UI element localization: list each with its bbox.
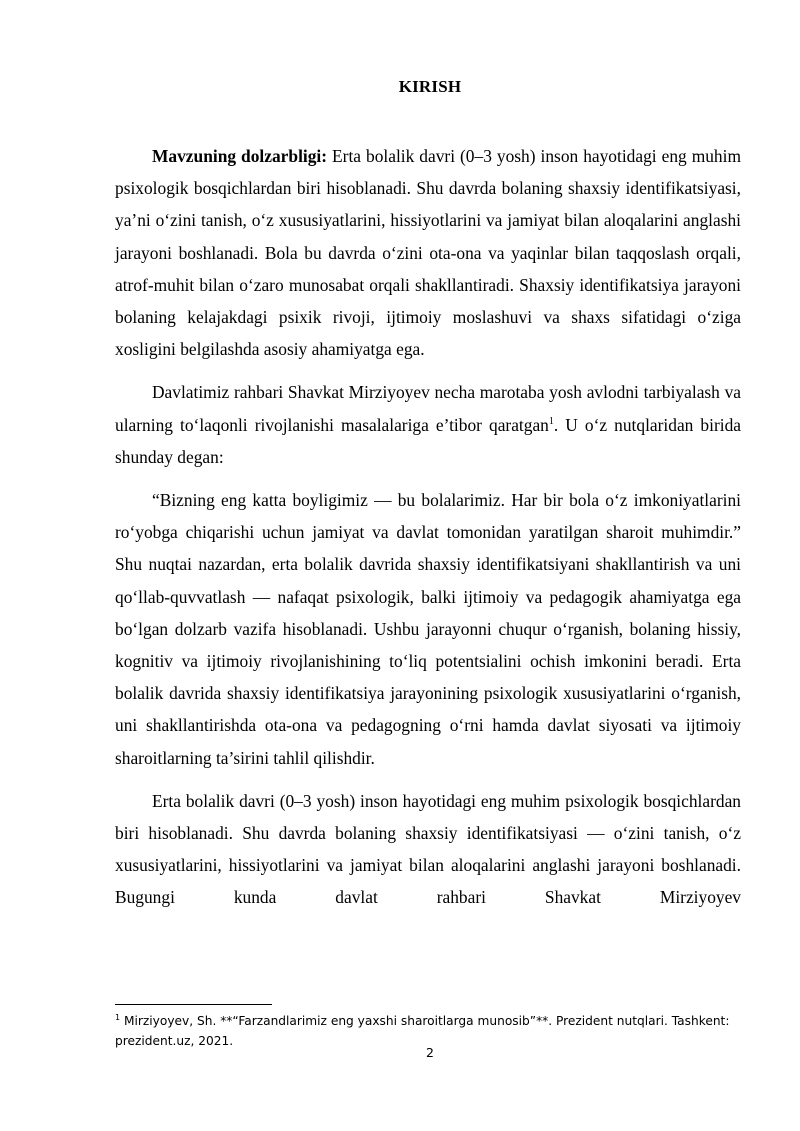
footnote-text: Mirziyoyev, Sh. **“Farzandlarimiz eng yaxshi sharoitlarga munosib”**. Prezident nutqlari. Tashkent: prezident.uz, 2021. bbox=[115, 1014, 730, 1048]
footnote-reference[interactable]: 1 bbox=[548, 415, 554, 427]
paragraph-quote bbox=[115, 484, 741, 774]
paragraph-text: “Bizning eng katta boyligimiz — bu bolalarimiz. Har bir bola o‘z imkoniyatlarini ro‘yobga chiqarishi uchun jamiyat va davlat tomonidan yaratilgan sharoit muhimdir.” Shu nuqtai nazardan, erta bolalik davrida shaxsiy identifikatsiyani shakllantirish va uni qo‘llab-quvvatlash — nafaqat psixologik, balki ijtimoiy va pedagogik ahamiyatga ega bo‘lgan dolzarb vazifa hisoblanadi. Ushbu jarayonni chuqur o‘rganish, bolaning hissiy, kognitiv va ijtimoiy rivojlanishining to‘liq potentsialini ochish imkonini beradi. Erta bolalik davrida shaxsiy identifikatsiya jarayonining psixologik xususiyatlarini o‘rganish, uni shakllantirishda ota-ona va pedagogning o‘rni hamda davlat siyosati va ijtimoiy sharoitlarning ta’sirini tahlil qilishdir. bbox=[115, 490, 741, 768]
paragraph-text: Davlatimiz rahbari Shavkat Mirziyoyev necha marotaba yosh avlodni tarbiyalash va ularning to‘laqonli rivojlanishi masalalariga e’tibor qaratgan bbox=[115, 382, 741, 435]
footnote-mark: 1 bbox=[115, 1012, 121, 1022]
paragraph-relevance bbox=[115, 140, 741, 365]
paragraph-president bbox=[115, 376, 741, 473]
section-heading: KIRISH bbox=[398, 77, 462, 96]
footnote-separator bbox=[115, 1004, 272, 1005]
paragraph-text: . U o‘z nutqlaridan birida shunday degan: bbox=[115, 414, 741, 467]
paragraph-lead: Mavzuning dolzarbligi: bbox=[152, 146, 328, 166]
page-number: 2 bbox=[426, 1045, 434, 1060]
paragraph-early-childhood bbox=[115, 785, 741, 914]
paragraph-text: Erta bolalik davri (0–3 yosh) inson hayotidagi eng muhim psixologik bosqichlardan biri hisoblanadi. Shu davrda bolaning shaxsiy identifikatsiyasi, ya’ni o‘zini tanish, o‘z xususiyatlarini, hissiyotlarini va jamiyat bilan aloqalarini anglashi jarayoni boshlanadi. Bola bu davrda o‘zini ota-ona va yaqinlar bilan taqqoslash orqali, atrof-muhit bilan o‘zaro munosabat orqali shakllantiradi. Shaxsiy identifikatsiya jarayoni bolaning kelajakdagi psixik rivoji, ijtimoiy moslashuvi va shaxs sifatidagi o‘ziga xosligini belgilashda asosiy ahamiyatga ega. bbox=[115, 146, 741, 360]
paragraph-text: Erta bolalik davri (0–3 yosh) inson hayotidagi eng muhim psixologik bosqichlardan biri hisoblanadi. Shu davrda bolaning shaxsiy identifikatsiyasi — o‘zini tanish, o‘z xususiyatlarini, hissiyotlarini va jamiyat bilan aloqalarini anglashi jarayoni boshlanadi. Bugungi kunda davlat rahbari Shavkat Mirziyoyev bbox=[115, 790, 741, 908]
body-text bbox=[115, 140, 741, 925]
